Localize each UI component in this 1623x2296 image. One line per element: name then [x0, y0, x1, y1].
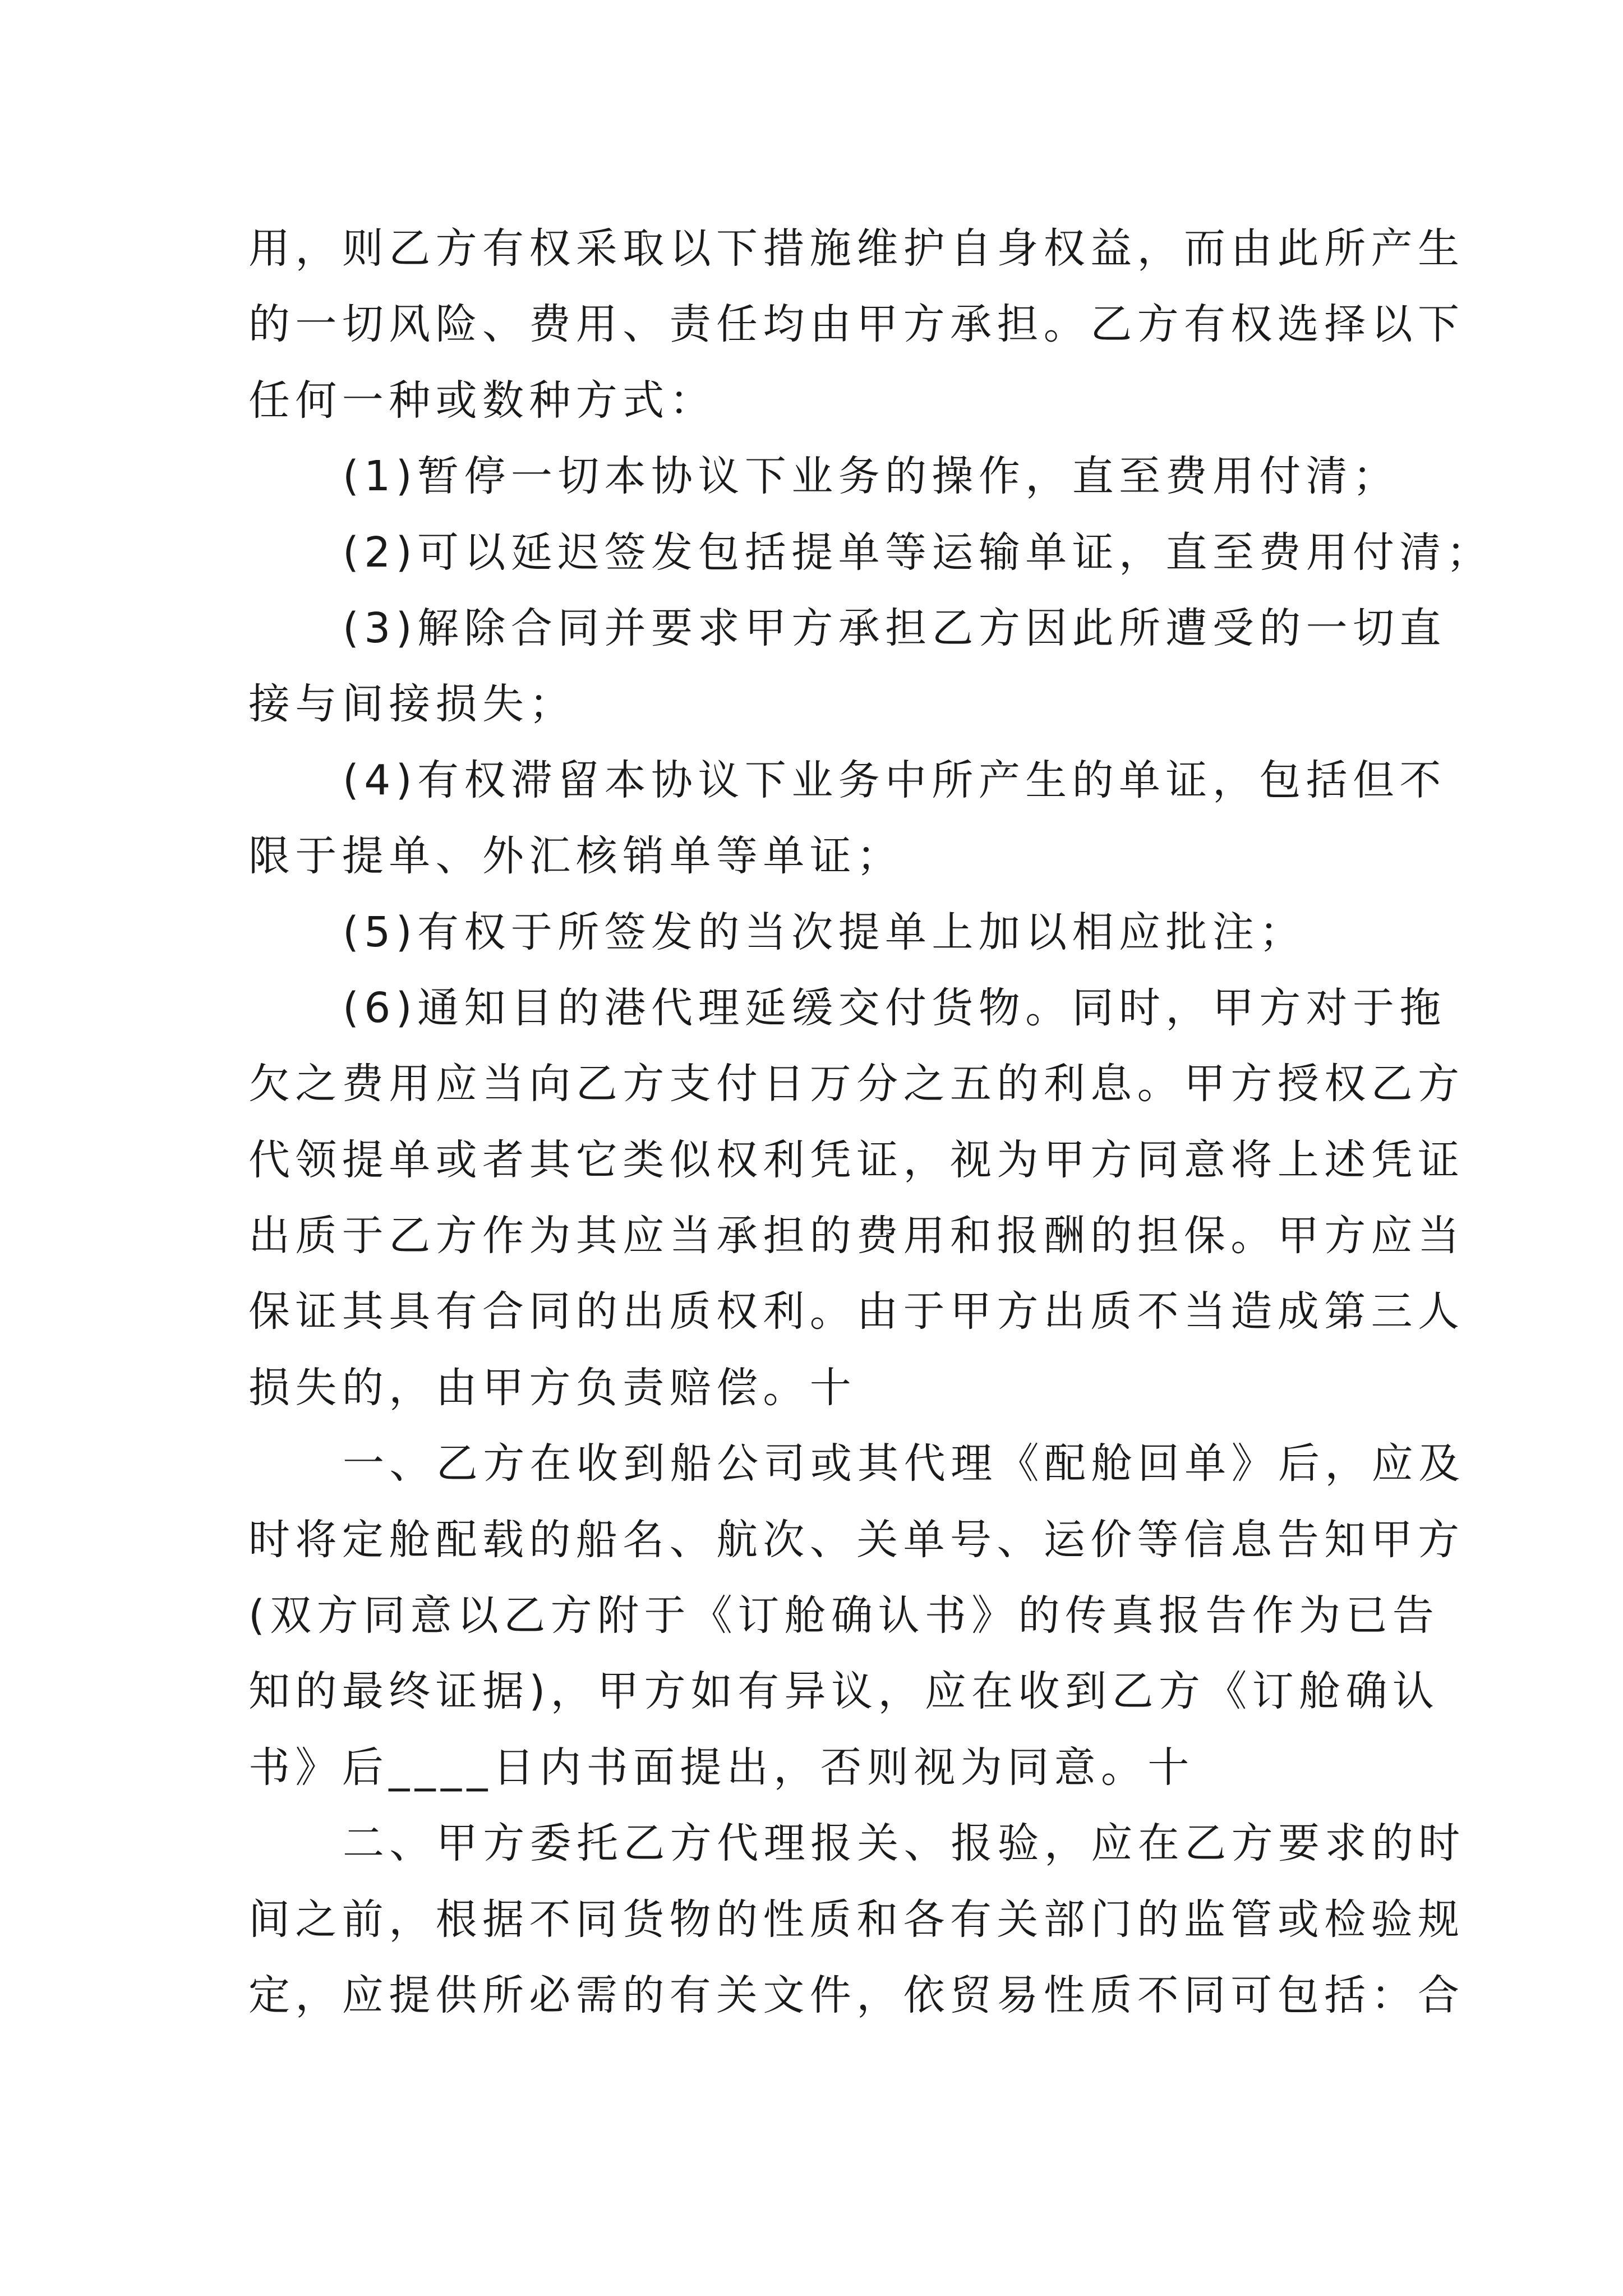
text-line: 定，应提供所必需的有关文件，依贸易性质不同可包括：合	[248, 1971, 1465, 2019]
text-line: 知的最终证据)，甲方如有异议，应在收到乙方《订舱确认	[248, 1667, 1440, 1716]
text-line: 任何一种或数种方式：	[248, 376, 716, 425]
text-line: (5)有权于所签发的当次提单上加以相应批注；	[343, 908, 1306, 956]
text-line: (2)可以延迟签发包括提单等运输单证，直至费用付清；	[343, 528, 1493, 577]
document-body	[248, 211, 1493, 2033]
text-line: 限于提单、外汇核销单等单证；	[248, 832, 903, 881]
text-line: (6)通知目的港代理延缓交付货物。同时，甲方对于拖	[343, 983, 1446, 1032]
text-line: 书》后____日内书面提出，否则视为同意。十	[248, 1743, 1195, 1792]
text-line: 保证其具有合同的出质权利。由于甲方出质不当造成第三人	[248, 1287, 1465, 1336]
text-line: (3)解除合同并要求甲方承担乙方因此所遭受的一切直	[343, 604, 1446, 652]
text-line: (4)有权滞留本协议下业务中所产生的单证，包括但不	[343, 756, 1446, 804]
text-line: (1)暂停一切本协议下业务的操作，直至费用付清；	[343, 452, 1400, 501]
text-line: 一、乙方在收到船公司或其代理《配舱回单》后，应及	[343, 1439, 1465, 1488]
text-line: 的一切风险、费用、责任均由甲方承担。乙方有权选择以下	[248, 300, 1465, 349]
text-line: 出质于乙方作为其应当承担的费用和报酬的担保。甲方应当	[248, 1212, 1465, 1260]
text-line: 间之前，根据不同货物的性质和各有关部门的监管或检验规	[248, 1895, 1465, 1944]
text-line: 用，则乙方有权采取以下措施维护自身权益，而由此所产生	[248, 224, 1465, 273]
text-line: 代领提单或者其它类似权利凭证，视为甲方同意将上述凭证	[248, 1135, 1465, 1184]
text-line: 二、甲方委托乙方代理报关、报验，应在乙方要求的时	[343, 1819, 1465, 1868]
text-line: (双方同意以乙方附于《订舱确认书》的传真报告作为已告	[248, 1591, 1440, 1640]
text-line: 时将定舱配载的船名、航次、关单号、运价等信息告知甲方	[248, 1515, 1465, 1564]
text-line: 欠之费用应当向乙方支付日万分之五的利息。甲方授权乙方	[248, 1060, 1465, 1108]
text-line: 损失的，由甲方负责赔偿。十	[248, 1363, 857, 1412]
text-line: 接与间接损失；	[248, 680, 576, 729]
